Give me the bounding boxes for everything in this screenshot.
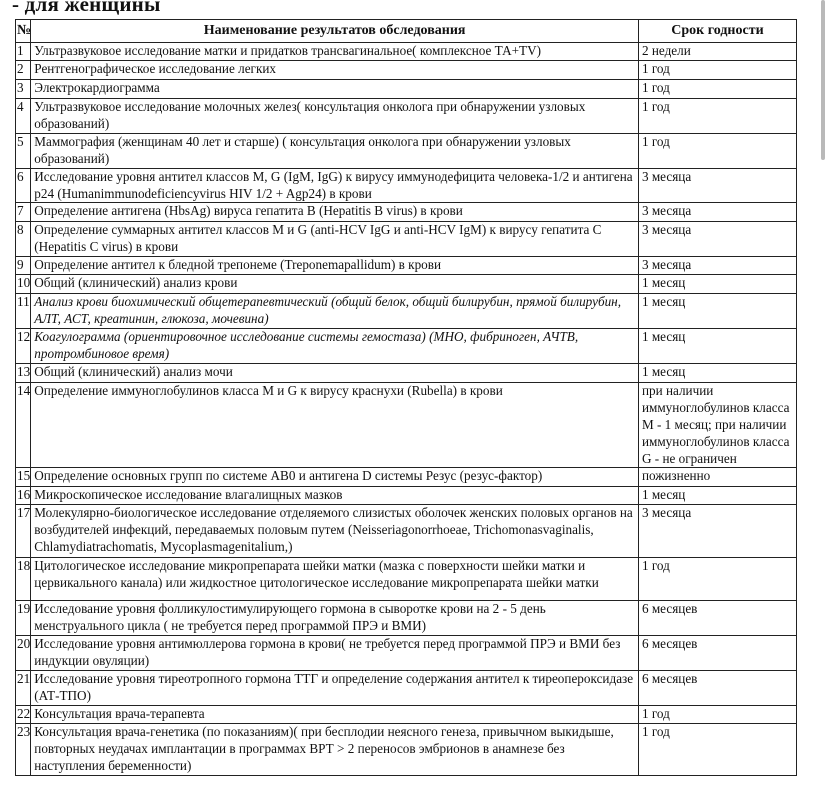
row-term: 1 год bbox=[638, 133, 796, 168]
table-row bbox=[16, 99, 797, 134]
row-num: 15 bbox=[16, 468, 31, 487]
table-row bbox=[16, 363, 797, 382]
row-name: Микроскопическое исследование влагалищных мазков bbox=[31, 487, 639, 505]
table-row bbox=[16, 168, 797, 203]
table-row bbox=[16, 723, 797, 775]
row-num: 20 bbox=[16, 636, 31, 671]
table-row bbox=[16, 133, 797, 168]
row-num: 12 bbox=[16, 329, 31, 364]
row-term: 1 месяц bbox=[638, 363, 796, 382]
row-num: 6 bbox=[16, 168, 31, 203]
row-num: 9 bbox=[16, 257, 31, 275]
table-row bbox=[16, 222, 797, 257]
row-name: Определение иммуноглобулинов класса M и G к вирусу краснухи (Rubella) в крови bbox=[31, 382, 639, 468]
row-num: 22 bbox=[16, 705, 31, 723]
row-num: 11 bbox=[16, 294, 31, 329]
row-num: 7 bbox=[16, 203, 31, 222]
table-row bbox=[16, 382, 797, 468]
row-term: пожизненно bbox=[638, 468, 796, 487]
row-term: 3 месяца bbox=[638, 168, 796, 203]
row-term: 1 год bbox=[638, 61, 796, 80]
row-term: 3 месяца bbox=[638, 505, 796, 558]
row-name: Определение антигена (HbsAg) вируса гепатита B (Hepatitis B virus) в крови bbox=[31, 203, 639, 222]
table-row bbox=[16, 294, 797, 329]
row-num: 3 bbox=[16, 80, 31, 99]
row-name: Определение основных групп по системе AB0 и антигена D системы Резус (резус-фактор) bbox=[31, 468, 639, 487]
table-row bbox=[16, 671, 797, 706]
row-name: Исследование уровня антимюллерова гормона в крови( не требуется перед программой ПРЭ и ВМИ без индукции овуляции) bbox=[31, 636, 639, 671]
row-num: 19 bbox=[16, 601, 31, 636]
row-num: 2 bbox=[16, 61, 31, 80]
header-term: Срок годности bbox=[638, 20, 796, 43]
row-num: 10 bbox=[16, 275, 31, 294]
row-term: 6 месяцев bbox=[638, 671, 796, 706]
row-term: 6 месяцев bbox=[638, 601, 796, 636]
section-heading: - для женщины bbox=[12, 0, 161, 16]
row-name: Исследование уровня фолликулостимулирующего гормона в сыворотке крови на 2 - 5 день менструального цикла ( не требуется перед программой ПРЭ и ВМИ) bbox=[31, 601, 639, 636]
row-name: Маммография (женщинам 40 лет и старше) ( консультация онколога при обнаружении узловых образований) bbox=[31, 133, 639, 168]
row-term: 1 год bbox=[638, 723, 796, 775]
table-row bbox=[16, 636, 797, 671]
row-term: 1 год bbox=[638, 558, 796, 601]
row-term: 3 месяца bbox=[638, 222, 796, 257]
table-row bbox=[16, 257, 797, 275]
row-name: Общий (клинический) анализ мочи bbox=[31, 363, 639, 382]
row-term: 1 год bbox=[638, 705, 796, 723]
row-name: Цитологическое исследование микропрепарата шейки матки (мазка с поверхности шейки матки и цервикального канала) или жидкостное цитологическое исследование микропрепарата шейки матки bbox=[31, 558, 639, 601]
row-name: Консультация врача-генетика (по показаниям)( при бесплодии неясного генеза, привычном выкидыше, повторных неудачах имплантации в программах ВРТ > 2 переносов эмбрионов в анамнезе без наступления беременности) bbox=[31, 723, 639, 775]
table-row bbox=[16, 487, 797, 505]
row-name: Молекулярно-биологическое исследование отделяемого слизистых оболочек женских половых органов на возбудителей инфекций, передаваемых половым путем (Neisseriagonorrhoeae, Trichomonasvaginalis, Chlamydiatrachomatis, Mycoplasmagenitalium,) bbox=[31, 505, 639, 558]
row-name: Ультразвуковое исследование матки и придатков трансвагинальное( комплексное ТА+TV) bbox=[31, 43, 639, 61]
table-row bbox=[16, 61, 797, 80]
row-name: Анализ крови биохимический общетерапевтический (общий белок, общий билирубин, прямой билирубин, АЛТ, АСТ, креатинин, глюкоза, мочевина) bbox=[31, 294, 639, 329]
header-name: Наименование результатов обследования bbox=[31, 20, 639, 43]
row-num: 21 bbox=[16, 671, 31, 706]
row-num: 5 bbox=[16, 133, 31, 168]
row-num: 13 bbox=[16, 363, 31, 382]
row-term: 2 недели bbox=[638, 43, 796, 61]
row-term: 1 месяц bbox=[638, 275, 796, 294]
row-name: Исследование уровня тиреотропного гормона ТТГ и определение содержания антител к тиреопероксидазе (АТ-ТПО) bbox=[31, 671, 639, 706]
row-term: при наличии иммуноглобулинов класса М - 1 месяц; при наличии иммуноглобулинов класса G - не ограничен bbox=[638, 382, 796, 468]
row-name: Общий (клинический) анализ крови bbox=[31, 275, 639, 294]
row-term: 3 месяца bbox=[638, 203, 796, 222]
row-num: 14 bbox=[16, 382, 31, 468]
row-num: 8 bbox=[16, 222, 31, 257]
row-name: Определение суммарных антител классов M и G (anti-HCV IgG и anti-HCV IgM) к вирусу гепатита C (Hepatitis C virus) в крови bbox=[31, 222, 639, 257]
table-row bbox=[16, 468, 797, 487]
row-term: 3 месяца bbox=[638, 257, 796, 275]
row-num: 1 bbox=[16, 43, 31, 61]
table-row bbox=[16, 601, 797, 636]
row-name: Консультация врача-терапевта bbox=[31, 705, 639, 723]
row-term: 1 месяц bbox=[638, 294, 796, 329]
row-term: 6 месяцев bbox=[638, 636, 796, 671]
header-num: № bbox=[16, 20, 31, 43]
table-row bbox=[16, 275, 797, 294]
row-term: 1 месяц bbox=[638, 329, 796, 364]
row-num: 4 bbox=[16, 99, 31, 134]
row-name: Электрокардиограмма bbox=[31, 80, 639, 99]
table-row bbox=[16, 203, 797, 222]
results-table bbox=[15, 19, 797, 776]
table-row bbox=[16, 80, 797, 99]
row-name: Коагулограмма (ориентировочное исследование системы гемостаза) (МНО, фибриноген, АЧТВ, протромбиновое время) bbox=[31, 329, 639, 364]
table-row bbox=[16, 43, 797, 61]
row-term: 1 месяц bbox=[638, 487, 796, 505]
table-header-row bbox=[16, 20, 797, 43]
table-row bbox=[16, 329, 797, 364]
row-term: 1 год bbox=[638, 99, 796, 134]
scrollbar[interactable] bbox=[821, 0, 825, 160]
row-name: Ультразвуковое исследование молочных желез( консультация онколога при обнаружении узловых образований) bbox=[31, 99, 639, 134]
row-name: Рентгенографическое исследование легких bbox=[31, 61, 639, 80]
row-name: Исследование уровня антител классов M, G (IgM, IgG) к вирусу иммунодефицита человека-1/2 и антигена р24 (Humanimmunodeficiencyvirus HIV 1/2 + Agp24) в крови bbox=[31, 168, 639, 203]
table-row bbox=[16, 705, 797, 723]
row-num: 16 bbox=[16, 487, 31, 505]
row-num: 18 bbox=[16, 558, 31, 601]
table-row bbox=[16, 505, 797, 558]
table-row bbox=[16, 558, 797, 601]
row-term: 1 год bbox=[638, 80, 796, 99]
row-num: 23 bbox=[16, 723, 31, 775]
row-name: Определение антител к бледной трепонеме (Treponemapallidum) в крови bbox=[31, 257, 639, 275]
row-num: 17 bbox=[16, 505, 31, 558]
